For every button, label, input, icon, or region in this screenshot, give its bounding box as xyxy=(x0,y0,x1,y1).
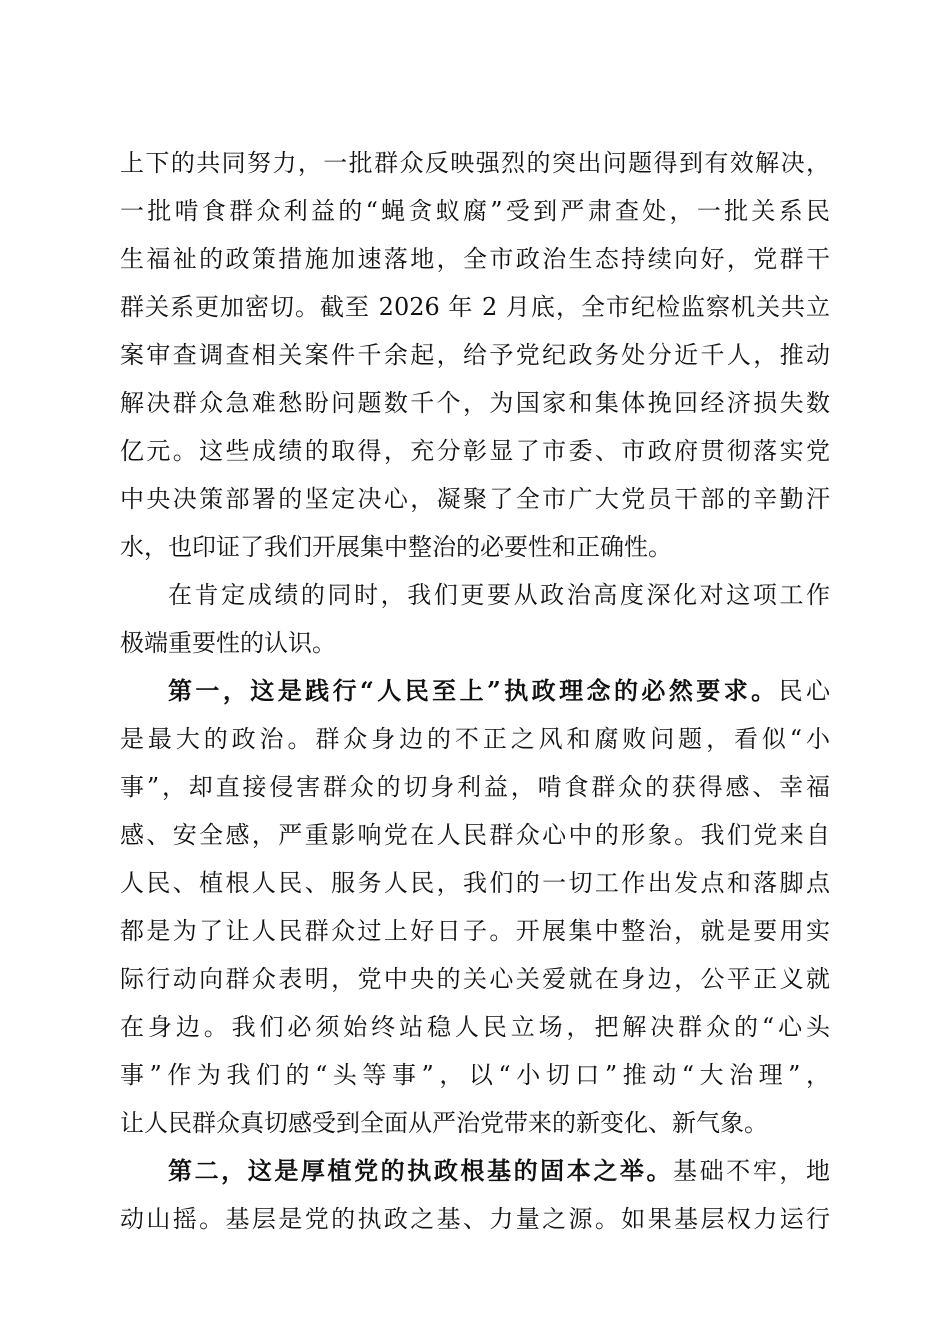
paragraph-line: 让人民群众真切感受到全面从严治党带来的新变化、新气象。 xyxy=(120,1109,768,1137)
paragraph-line: 感、安全感，严重影响党在人民群众心中的形象。我们党来自 xyxy=(120,821,830,849)
paragraph-line: 极端重要性的认识。 xyxy=(120,629,336,657)
paragraph-text: 基础不牢，地 xyxy=(673,1157,831,1185)
paragraph-line: 在身边。我们必须始终站稳人民立场，把解决群众的“心头 xyxy=(120,1013,830,1041)
paragraph-text: 民心 xyxy=(778,677,831,705)
paragraph-line: 一批啃食群众利益的“蝇贪蚁腐”受到严肃查处，一批关系民 xyxy=(120,197,830,225)
heading-first-point: 第一，这是践行“人民至上”执政理念的必然要求。 xyxy=(168,676,779,705)
paragraph-line xyxy=(120,667,830,715)
paragraph-line: 动山摇。基层是党的执政之基、力量之源。如果基层权力运行 xyxy=(120,1205,830,1233)
paragraph-line: 事”作为我们的“头等事”，以“小切口”推动“大治理”， xyxy=(120,1061,830,1089)
paragraph-line: 案审查调查相关案件千余起，给予党纪政务处分近千人，推动 xyxy=(120,341,830,369)
paragraph-line: 际行动向群众表明，党中央的关心关爱就在身边，公平正义就 xyxy=(120,965,830,993)
heading-second-point: 第二，这是厚植党的执政根基的固本之举。 xyxy=(168,1156,674,1185)
paragraph-line: 都是为了让人民群众过上好日子。开展集中整治，就是要用实 xyxy=(120,917,830,945)
paragraph-line: 在肯定成绩的同时，我们更要从政治高度深化对这项工作 xyxy=(168,581,830,609)
paragraph-line: 上下的共同努力，一批群众反映强烈的突出问题得到有效解决， xyxy=(120,149,830,177)
paragraph-line: 水，也印证了我们开展集中整治的必要性和正确性。 xyxy=(120,533,672,561)
paragraph-line: 中央决策部署的坚定决心，凝聚了全市广大党员干部的辛勤汗 xyxy=(120,485,830,513)
paragraph-line xyxy=(120,1147,830,1195)
document-body xyxy=(120,139,830,1243)
paragraph-line: 解决群众急难愁盼问题数千个，为国家和集体挽回经济损失数 xyxy=(120,389,830,417)
paragraph-line: 事”，却直接侵害群众的切身利益，啃食群众的获得感、幸福 xyxy=(120,773,830,801)
paragraph-line: 生福祉的政策措施加速落地，全市政治生态持续向好，党群干 xyxy=(120,245,830,273)
paragraph-line: 人民、植根人民、服务人民，我们的一切工作出发点和落脚点 xyxy=(120,869,830,897)
paragraph-line: 亿元。这些成绩的取得，充分彰显了市委、市政府贯彻落实党 xyxy=(120,437,830,465)
paragraph-line: 群关系更加密切。截至 2026 年 2 月底，全市纪检监察机关共立 xyxy=(120,293,830,321)
paragraph-line: 是最大的政治。群众身边的不正之风和腐败问题，看似“小 xyxy=(120,725,830,753)
